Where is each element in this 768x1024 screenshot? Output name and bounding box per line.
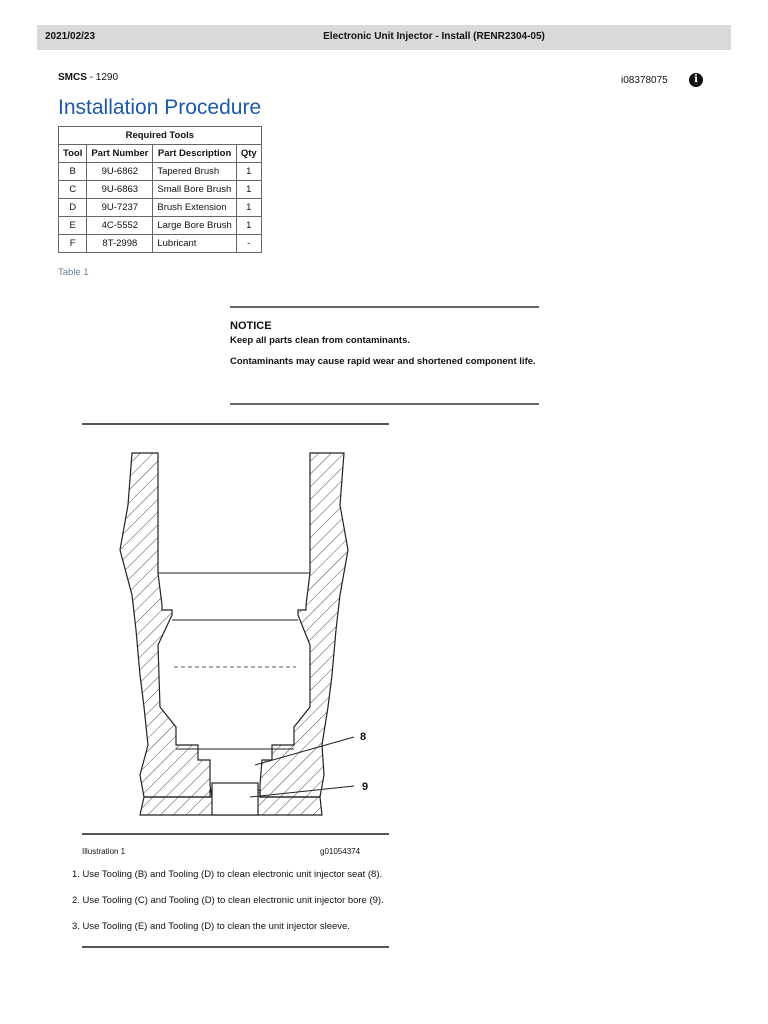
column-header-tool: Tool	[59, 145, 87, 163]
table-row	[59, 181, 262, 199]
table-cell: -	[236, 235, 261, 253]
table-cell: B	[59, 163, 87, 181]
right-wall-section	[260, 453, 348, 797]
bore	[212, 783, 258, 815]
divider-bottom	[82, 946, 389, 948]
illustration-code: g01054374	[320, 847, 361, 856]
table-cell: Large Bore Brush	[153, 217, 236, 235]
table-caption: Table 1	[58, 267, 89, 278]
page-title: Installation Procedure	[58, 96, 262, 119]
table-cell: 9U-6862	[87, 163, 153, 181]
table-cell: Brush Extension	[153, 199, 236, 217]
table-cell: Small Bore Brush	[153, 181, 236, 199]
notice-line-1: Keep all parts clean from contaminants.	[230, 335, 411, 346]
table-title: Required Tools	[59, 127, 262, 145]
table-cell: E	[59, 217, 87, 235]
header-bar	[37, 25, 731, 50]
notice-line-2: Contaminants may cause rapid wear and shortened component life.	[230, 356, 536, 367]
table-row	[59, 235, 262, 253]
procedure-steps	[72, 869, 384, 947]
header-title: Electronic Unit Injector - Install (RENR2304-05)	[323, 31, 545, 42]
table-row	[59, 163, 262, 181]
left-wall-section	[120, 453, 212, 797]
smcs-value: 1290	[95, 72, 119, 83]
table-cell: 4C-5552	[87, 217, 153, 235]
notice-title: NOTICE	[230, 320, 272, 332]
table-cell: 1	[236, 199, 261, 217]
table-cell: Lubricant	[153, 235, 236, 253]
illustration-label: Illustration 1	[82, 847, 126, 856]
table-cell: 9U-6863	[87, 181, 153, 199]
divider-top	[82, 423, 389, 425]
step-1: 1. Use Tooling (B) and Tooling (D) to clean electronic unit injector seat (8).	[72, 869, 383, 880]
callout-9: 9	[362, 781, 369, 793]
smcs-line	[58, 72, 118, 83]
info-icon[interactable]: i	[689, 73, 703, 87]
table-cell: 1	[236, 217, 261, 235]
table-cell: 1	[236, 181, 261, 199]
step-2: 2. Use Tooling (C) and Tooling (D) to clean electronic unit injector bore (9).	[72, 895, 384, 906]
document-id: i08378075	[621, 75, 668, 86]
table-cell: 9U-7237	[87, 199, 153, 217]
table-row	[59, 199, 262, 217]
table-cell: 1	[236, 163, 261, 181]
table-cell: Tapered Brush	[153, 163, 236, 181]
table-cell: 8T-2998	[87, 235, 153, 253]
smcs-label: SMCS	[58, 72, 87, 83]
table-cell: F	[59, 235, 87, 253]
header-date: 2021/02/23	[45, 31, 96, 42]
notice-block	[230, 306, 539, 405]
column-header-part-number: Part Number	[87, 145, 153, 163]
table-cell: C	[59, 181, 87, 199]
step-3: 3. Use Tooling (E) and Tooling (D) to clean the unit injector sleeve.	[72, 921, 350, 932]
divider-mid	[82, 833, 389, 835]
table-cell: D	[59, 199, 87, 217]
required-tools-table	[58, 126, 262, 253]
table-row	[59, 217, 262, 235]
injector-sleeve-illustration	[110, 445, 380, 820]
column-header-qty: Qty	[236, 145, 261, 163]
smcs-separator: -	[86, 72, 96, 83]
column-header-part-description: Part Description	[153, 145, 236, 163]
callout-8: 8	[360, 731, 367, 743]
